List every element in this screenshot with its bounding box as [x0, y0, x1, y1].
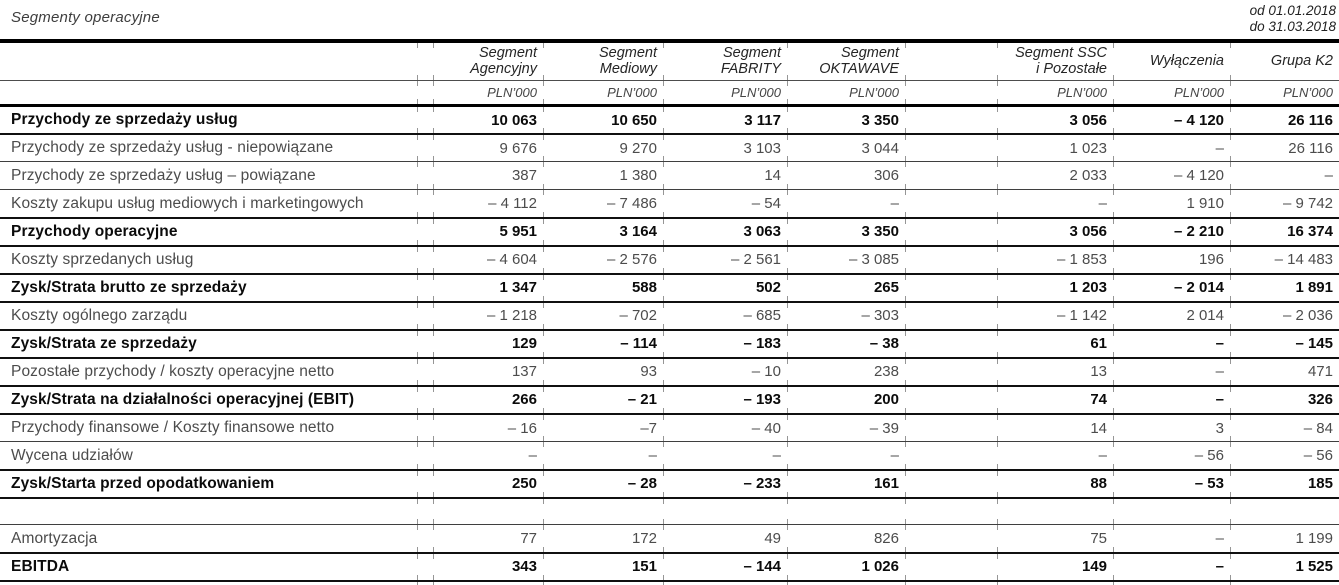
cell-value: 3 350 — [787, 218, 905, 246]
cell-value: 1 347 — [433, 274, 543, 302]
cell-value: – 685 — [663, 302, 787, 330]
cell-value: – 84 — [1230, 414, 1339, 442]
table-row — [0, 358, 1339, 386]
cell-value: – — [1113, 525, 1230, 553]
row-label: Zysk/Strata ze sprzedaży — [11, 334, 197, 352]
column-header-wylaczenia: Wyłączenia — [1113, 41, 1230, 81]
cell-value: 3 063 — [663, 218, 787, 246]
cell-value: 88 — [997, 470, 1113, 498]
cell-value: – 1 218 — [433, 302, 543, 330]
cell-value: – 1 853 — [997, 246, 1113, 274]
spacer-cell — [417, 274, 433, 302]
spacer-cell — [905, 414, 997, 442]
cell-value: 161 — [787, 470, 905, 498]
cell-value: 588 — [543, 274, 663, 302]
cell-value: 1 026 — [787, 553, 905, 581]
spacer-cell — [905, 330, 997, 358]
cell-value: – 144 — [663, 553, 787, 581]
cell-value — [543, 498, 663, 525]
cell-value: – 7 486 — [543, 190, 663, 218]
cell-value: 826 — [787, 525, 905, 553]
cell-value: 5 951 — [433, 218, 543, 246]
cell-value: – 38 — [787, 330, 905, 358]
cell-value: – — [1113, 358, 1230, 386]
cell-value: 14 — [663, 162, 787, 190]
row-label: Zysk/Strata na działalności operacyjnej (EBIT) — [11, 390, 355, 408]
spacer-cell — [417, 218, 433, 246]
row-label: Pozostałe przychody / koszty operacyjne netto — [11, 362, 335, 380]
table-row — [0, 162, 1339, 190]
cell-value: 306 — [787, 162, 905, 190]
column-header-segment-oktawave: Segment OKTAWAVE — [787, 41, 905, 81]
cell-value: 1 380 — [543, 162, 663, 190]
cell-value: 1 203 — [997, 274, 1113, 302]
spacer-cell — [417, 386, 433, 414]
cell-value: – 2 210 — [1113, 218, 1230, 246]
table-row — [0, 498, 1339, 525]
cell-value: 3 056 — [997, 106, 1113, 134]
table-row — [0, 442, 1339, 470]
table-row — [0, 106, 1339, 134]
cell-value: 387 — [433, 162, 543, 190]
table-row — [0, 330, 1339, 358]
spacer-cell — [905, 302, 997, 330]
cell-value: 26 116 — [1230, 134, 1339, 162]
cell-value: – 4 120 — [1113, 106, 1230, 134]
cell-value: 200 — [787, 386, 905, 414]
table-row — [0, 274, 1339, 302]
table-row — [0, 302, 1339, 330]
cell-value: – — [787, 442, 905, 470]
cell-value: 172 — [543, 525, 663, 553]
row-label: Przychody finansowe / Koszty finansowe netto — [11, 419, 335, 437]
cell-value: – 4 604 — [433, 246, 543, 274]
cell-value: 3 056 — [997, 218, 1113, 246]
cell-value: 2 033 — [997, 162, 1113, 190]
unit-cell: PLN’000 — [997, 81, 1113, 106]
row-label: Przychody ze sprzedaży usług – powiązane — [11, 166, 316, 184]
spacer-cell — [417, 525, 433, 553]
row-label: Przychody operacyjne — [11, 222, 178, 240]
cell-value: 1 891 — [1230, 274, 1339, 302]
cell-value: 326 — [1230, 386, 1339, 414]
cell-value: 49 — [663, 525, 787, 553]
cell-value: 9 676 — [433, 134, 543, 162]
cell-value: – — [1113, 134, 1230, 162]
spacer-cell — [417, 442, 433, 470]
spacer-column — [905, 81, 997, 106]
cell-value: – 233 — [663, 470, 787, 498]
column-header-segment-fabrity: Segment FABRITY — [663, 41, 787, 81]
table-row — [0, 386, 1339, 414]
spacer-cell — [905, 553, 997, 581]
table-row — [0, 246, 1339, 274]
cell-value: 265 — [787, 274, 905, 302]
cell-value: 185 — [1230, 470, 1339, 498]
unit-cell: PLN’000 — [663, 81, 787, 106]
unit-cell: PLN’000 — [1113, 81, 1230, 106]
cell-value — [433, 498, 543, 525]
cell-value: – 54 — [663, 190, 787, 218]
cell-value: 137 — [433, 358, 543, 386]
cell-value: 2 014 — [1113, 302, 1230, 330]
cell-value: – — [1113, 386, 1230, 414]
spacer-cell — [905, 386, 997, 414]
unit-cell: PLN’000 — [787, 81, 905, 106]
unit-cell: PLN’000 — [1230, 81, 1339, 106]
cell-value: – 183 — [663, 330, 787, 358]
cell-value — [663, 498, 787, 525]
spacer-cell — [417, 553, 433, 581]
cell-value: 3 164 — [543, 218, 663, 246]
cell-value: – 2 576 — [543, 246, 663, 274]
spacer-cell — [417, 162, 433, 190]
spacer-cell — [905, 106, 997, 134]
cell-value: – 3 085 — [787, 246, 905, 274]
cell-value: – 56 — [1113, 442, 1230, 470]
cell-value: – 2 036 — [1230, 302, 1339, 330]
table-row — [0, 218, 1339, 246]
cell-value — [1113, 498, 1230, 525]
cell-value: 149 — [997, 553, 1113, 581]
table-row — [0, 414, 1339, 442]
cell-value: – — [663, 442, 787, 470]
unit-cell: PLN’000 — [433, 81, 543, 106]
table-row — [0, 470, 1339, 498]
cell-value: 129 — [433, 330, 543, 358]
cell-value: 3 103 — [663, 134, 787, 162]
report-topbar — [0, 0, 1339, 39]
spacer-cell — [905, 134, 997, 162]
table-row — [0, 134, 1339, 162]
cell-value: 93 — [543, 358, 663, 386]
cell-value: 266 — [433, 386, 543, 414]
spacer-cell — [905, 162, 997, 190]
cell-value: – 16 — [433, 414, 543, 442]
units-label-cell — [0, 81, 417, 106]
spacer-cell — [417, 106, 433, 134]
cell-value: – — [1113, 330, 1230, 358]
cell-value: 151 — [543, 553, 663, 581]
cell-value: – 39 — [787, 414, 905, 442]
cell-value: 3 117 — [663, 106, 787, 134]
spacer-cell — [417, 358, 433, 386]
cell-value: – 21 — [543, 386, 663, 414]
spacer-cell — [905, 274, 997, 302]
cell-value: – 303 — [787, 302, 905, 330]
table-row — [0, 190, 1339, 218]
cell-value: – 56 — [1230, 442, 1339, 470]
cell-value: 10 063 — [433, 106, 543, 134]
cell-value: – 4 112 — [433, 190, 543, 218]
spacer-cell — [905, 358, 997, 386]
cell-value: 13 — [997, 358, 1113, 386]
spacer-cell — [417, 302, 433, 330]
unit-cell: PLN’000 — [543, 81, 663, 106]
spacer-cell — [905, 246, 997, 274]
cell-value: – 702 — [543, 302, 663, 330]
column-header-grupa-k2: Grupa K2 — [1230, 41, 1339, 81]
cell-value: 3 350 — [787, 106, 905, 134]
cell-value: 3 — [1113, 414, 1230, 442]
spacer-cell — [417, 134, 433, 162]
cell-value: 1 910 — [1113, 190, 1230, 218]
cell-value: 16 374 — [1230, 218, 1339, 246]
cell-value: – 193 — [663, 386, 787, 414]
cell-value: 250 — [433, 470, 543, 498]
row-label — [0, 498, 417, 525]
cell-value: 196 — [1113, 246, 1230, 274]
row-label: Przychody ze sprzedaży usług — [11, 111, 238, 129]
cell-value: – 114 — [543, 330, 663, 358]
cell-value: – 145 — [1230, 330, 1339, 358]
cell-value: – — [997, 442, 1113, 470]
cell-value: 3 044 — [787, 134, 905, 162]
cell-value: 1 023 — [997, 134, 1113, 162]
spacer-column — [417, 81, 433, 106]
cell-value: – 14 483 — [1230, 246, 1339, 274]
cell-value: – 10 — [663, 358, 787, 386]
row-label: Amortyzacja — [11, 529, 98, 547]
spacer-column — [905, 41, 997, 81]
spacer-cell — [905, 190, 997, 218]
cell-value: – 2 561 — [663, 246, 787, 274]
cell-value: 77 — [433, 525, 543, 553]
cell-value: – — [433, 442, 543, 470]
row-label: EBITDA — [11, 557, 70, 575]
row-label: Wycena udziałów — [11, 446, 133, 464]
cell-value: 14 — [997, 414, 1113, 442]
row-label: Zysk/Strata brutto ze sprzedaży — [11, 278, 247, 296]
row-label: Koszty sprzedanych usług — [11, 250, 194, 268]
row-label: Koszty zakupu usług mediowych i marketingowych — [11, 194, 364, 212]
cell-value: 238 — [787, 358, 905, 386]
report-period: od 01.01.2018 do 31.03.2018 — [1249, 3, 1336, 35]
cell-value: – 53 — [1113, 470, 1230, 498]
cell-value: – 2 014 — [1113, 274, 1230, 302]
cell-value: 343 — [433, 553, 543, 581]
cell-value: – 40 — [663, 414, 787, 442]
table-body — [0, 106, 1339, 581]
cell-value — [1230, 498, 1339, 525]
row-label: Przychody ze sprzedaży usług - niepowiązane — [11, 139, 334, 157]
label-column-header — [0, 41, 417, 81]
cell-value: 9 270 — [543, 134, 663, 162]
cell-value: – 1 142 — [997, 302, 1113, 330]
spacer-cell — [417, 190, 433, 218]
units-row — [0, 81, 1339, 106]
cell-value: 1 525 — [1230, 553, 1339, 581]
table-row — [0, 553, 1339, 581]
column-header-segment-ssc: Segment SSC i Pozostałe — [997, 41, 1113, 81]
cell-value — [997, 498, 1113, 525]
cell-value: – 28 — [543, 470, 663, 498]
cell-value: 74 — [997, 386, 1113, 414]
cell-value: 502 — [663, 274, 787, 302]
table-row — [0, 525, 1339, 553]
spacer-cell — [417, 470, 433, 498]
cell-value: 471 — [1230, 358, 1339, 386]
segments-table — [0, 39, 1339, 582]
spacer-cell — [905, 470, 997, 498]
table-header — [0, 41, 1339, 106]
spacer-cell — [905, 525, 997, 553]
spacer-cell — [417, 246, 433, 274]
cell-value: – 4 120 — [1113, 162, 1230, 190]
cell-value: 10 650 — [543, 106, 663, 134]
cell-value: – — [1230, 162, 1339, 190]
spacer-column — [417, 41, 433, 81]
cell-value: 75 — [997, 525, 1113, 553]
spacer-cell — [905, 498, 997, 525]
spacer-cell — [905, 442, 997, 470]
row-label: Zysk/Starta przed opodatkowaniem — [11, 474, 275, 492]
row-label: Koszty ogólnego zarządu — [11, 306, 188, 324]
spacer-cell — [417, 330, 433, 358]
column-header-segment-agencyjny: Segment Agencyjny — [433, 41, 543, 81]
cell-value: 26 116 — [1230, 106, 1339, 134]
spacer-cell — [417, 414, 433, 442]
cell-value: – — [543, 442, 663, 470]
cell-value: 61 — [997, 330, 1113, 358]
page-title: Segmenty operacyjne — [11, 9, 160, 26]
cell-value: – — [997, 190, 1113, 218]
cell-value: 1 199 — [1230, 525, 1339, 553]
spacer-cell — [417, 498, 433, 525]
spacer-cell — [905, 218, 997, 246]
cell-value — [787, 498, 905, 525]
cell-value: – — [1113, 553, 1230, 581]
column-header-segment-mediowy: Segment Mediowy — [543, 41, 663, 81]
cell-value: – 9 742 — [1230, 190, 1339, 218]
cell-value: – — [787, 190, 905, 218]
column-header-row — [0, 41, 1339, 81]
cell-value: –7 — [543, 414, 663, 442]
